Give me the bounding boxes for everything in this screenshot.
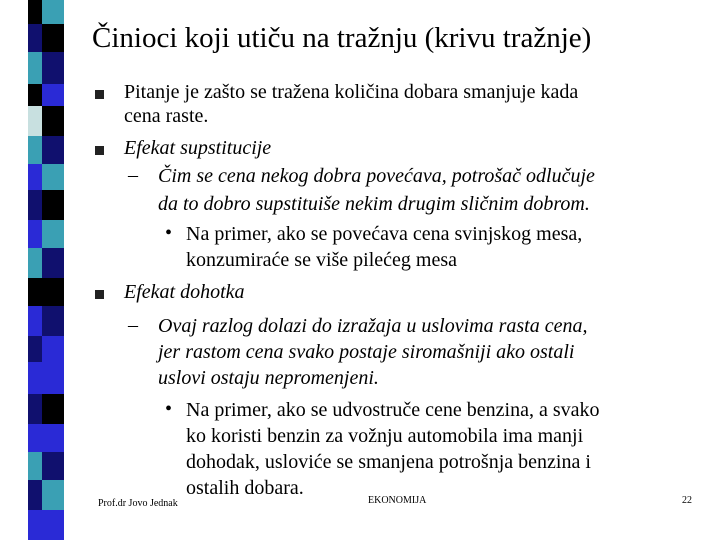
stripe-block: [42, 106, 64, 136]
stripe-block: [42, 164, 64, 190]
stripe-block: [42, 0, 64, 24]
stripe-block: [28, 480, 42, 510]
stripe-block: [28, 190, 42, 220]
bullet-3-sub-line-1: Ovaj razlog dolazi do izražaja u uslovima rasta cena,: [158, 315, 588, 337]
stripe-block: [42, 510, 64, 540]
footer-author: Prof.dr Jovo Jednak: [98, 498, 178, 509]
stripe-block: [28, 394, 42, 424]
bullet-3-example-line-3: dohodak, usloviće se smanjena potrošnja benzina i: [186, 451, 591, 473]
stripe-block: [42, 220, 64, 248]
bullet-2-example-line-1: Na primer, ako se povećava cena svinjskog mesa,: [186, 223, 583, 245]
stripe-block: [28, 424, 42, 452]
stripe-block: [28, 52, 42, 84]
bullet-2-example-line-2: konzumiraće se više pilećeg mesa: [186, 249, 457, 271]
stripe-block: [28, 362, 42, 394]
dash-bullet: –: [128, 314, 138, 336]
bullet-3-heading: Efekat dohotka: [124, 281, 245, 303]
bullet-3-example-line-2: ko koristi benzin za vožnju automobila ima manji: [186, 425, 584, 447]
bullet-2-heading: Efekat supstitucije: [124, 137, 272, 159]
bullet-3-sub-line-2: jer rastom cena svako postaje siromašniji ako ostali: [158, 341, 575, 363]
square-bullet-icon: [95, 90, 104, 99]
dash-bullet: –: [128, 164, 138, 186]
stripe-block: [28, 452, 42, 480]
stripe-block: [28, 136, 42, 164]
bullet-2-sub-line-2: da to dobro supstituiše nekim drugim sličnim dobrom.: [158, 193, 590, 215]
bullet-3-example-line-4: ostalih dobara.: [186, 477, 304, 499]
dot-bullet: •: [165, 398, 173, 420]
stripe-block: [28, 220, 42, 248]
stripe-block: [28, 248, 42, 278]
stripe-block: [28, 106, 42, 136]
stripe-block: [28, 278, 42, 306]
stripe-block: [28, 164, 42, 190]
stripe-block: [42, 84, 64, 106]
stripe-block: [42, 394, 64, 424]
bullet-1-line-2: cena raste.: [124, 105, 209, 127]
dot-bullet: •: [165, 222, 173, 244]
stripe-block: [42, 52, 64, 84]
stripe-block: [42, 336, 64, 362]
stripe-block: [42, 480, 64, 510]
stripe-block: [42, 136, 64, 164]
stripe-block: [28, 84, 42, 106]
bullet-2-sub-line-1: Čim se cena nekog dobra povećava, potrošač odlučuje: [158, 165, 595, 187]
stripe-block: [28, 336, 42, 362]
stripe-block: [28, 306, 42, 336]
bullet-3-sub-line-3: uslovi ostaju nepromenjeni.: [158, 367, 379, 389]
stripe-block: [42, 362, 64, 394]
stripe-block: [42, 190, 64, 220]
bullet-3-example-line-1: Na primer, ako se udvostruče cene benzina, a svako: [186, 399, 600, 421]
square-bullet-icon: [95, 146, 104, 155]
stripe-block: [42, 306, 64, 336]
stripe-block: [28, 24, 42, 52]
footer-page-number: 22: [682, 495, 692, 506]
stripe-block: [42, 278, 64, 306]
stripe-block: [28, 0, 42, 24]
bullet-1-line-1: Pitanje je zašto se tražena količina dobara smanjuje kada: [124, 81, 579, 103]
decorative-stripe: [28, 0, 64, 540]
stripe-block: [28, 510, 42, 540]
stripe-block: [42, 24, 64, 52]
slide-title: Činioci koji utiču na tražnju (krivu tražnje): [92, 22, 592, 54]
stripe-block: [42, 424, 64, 452]
stripe-block: [42, 452, 64, 480]
square-bullet-icon: [95, 290, 104, 299]
footer-course: EKONOMIJA: [368, 495, 427, 506]
stripe-block: [42, 248, 64, 278]
